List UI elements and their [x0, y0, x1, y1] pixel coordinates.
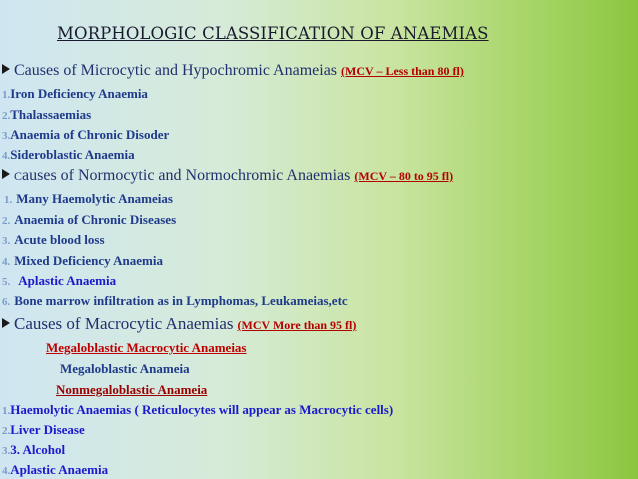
sub-item-nonmegaloblastic: Nonmegaloblastic Anameia [56, 382, 208, 397]
section-heading-text: Causes of Macrocytic Anaemias [14, 314, 234, 333]
list-item: 3. Acute blood loss [2, 232, 105, 247]
section-heading-text: Causes of Microcytic and Hypochromic Anameias [14, 62, 338, 79]
list-item: 1.Iron Deficiency Anaemia [2, 86, 148, 101]
page-title: MORPHOLOGIC CLASSIFICATION OF ANAEMIAS [57, 24, 489, 43]
list-item: 4.Sideroblastic Anaemia [2, 147, 135, 162]
sub-heading-megaloblastic: Megaloblastic Macrocytic Anameias [46, 340, 247, 355]
list-item: 1. Many Haemolytic Anameias [4, 191, 173, 206]
list-item: 2.Thalassaemias [2, 107, 92, 122]
list-item: 2. Anaemia of Chronic Diseases [2, 212, 177, 227]
list-item: 5. Aplastic Anaemia [2, 273, 117, 288]
bullet-arrow-icon [2, 169, 10, 179]
list-item: 3.3. Alcohol [2, 442, 66, 457]
list-item: 3.Anaemia of Chronic Disoder [2, 127, 170, 142]
list-item: 2.Liver Disease [2, 422, 85, 437]
list-item: 1.Haemolytic Anaemias ( Reticulocytes will appear as Macrocytic cells) [2, 402, 394, 417]
list-item: 6. Bone marrow infiltration as in Lymphomas, Leukameias,etc [2, 293, 348, 308]
section-normocytic-heading: Causes of Normocytic and Normochromic Anaemias (MCV – 80 to 95 fl) [2, 167, 453, 185]
mcv-range: (MCV – Less than 80 fl) [341, 64, 464, 78]
mcv-range: (MCV – 80 to 95 fl) [354, 169, 454, 183]
mcv-range: (MCV More than 95 fl) [237, 318, 357, 332]
list-item: 4. Mixed Deficiency Anaemia [2, 253, 163, 268]
section-macrocytic-heading [2, 314, 356, 334]
bullet-arrow-icon [2, 64, 10, 74]
list-item: 4.Aplastic Anaemia [2, 462, 109, 477]
sub-item-megaloblastic: Megaloblastic Anameia [60, 361, 190, 376]
section-heading-text: auses of Normocytic and Normochromic Anaemias [22, 167, 351, 184]
bullet-arrow-icon [2, 318, 10, 328]
section-microcytic-heading [2, 62, 464, 80]
